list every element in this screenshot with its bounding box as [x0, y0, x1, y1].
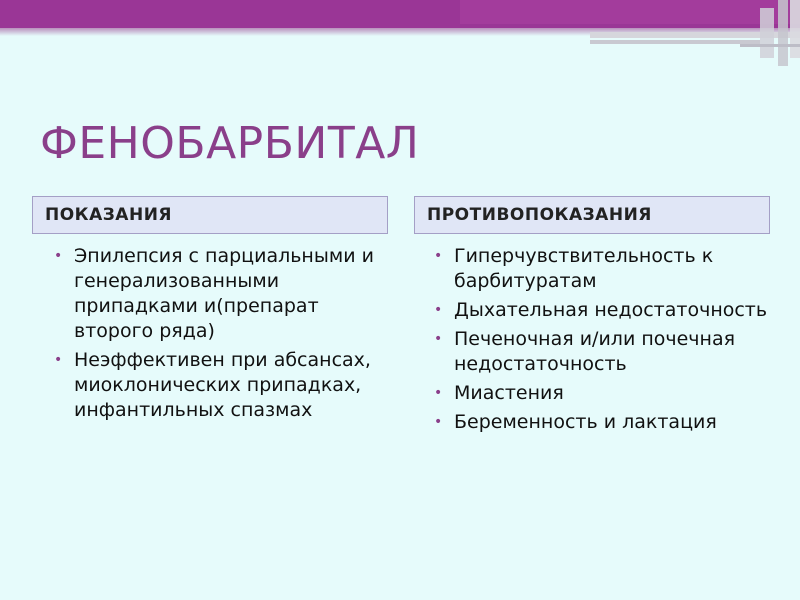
bullet-icon: •	[434, 414, 443, 430]
bullet-icon: •	[54, 352, 63, 368]
bullet-icon: •	[434, 385, 443, 401]
list-item: • Неэффективен при абсансах, миоклонических припадках, инфантильных спазмах	[54, 349, 371, 421]
list-item: • Беременность и лактация	[434, 411, 717, 433]
bullet-icon: •	[434, 331, 443, 347]
bullet-icon: •	[434, 302, 443, 318]
indications-list	[52, 244, 382, 427]
list-item: • Гиперчувствительность к барбитуратам	[434, 245, 714, 292]
slide-title: ФЕНОБАРБИТАЛ	[40, 118, 420, 169]
list-item: • Печеночная и/или почечная недостаточность	[434, 328, 736, 375]
corner-decoration	[460, 0, 800, 70]
contraindications-list	[432, 244, 772, 439]
contraindications-header: ПРОТИВОПОКАЗАНИЯ	[414, 196, 770, 234]
bullet-icon: •	[54, 248, 63, 264]
indications-header: ПОКАЗАНИЯ	[32, 196, 388, 234]
bullet-icon: •	[434, 248, 443, 264]
list-item: • Эпилепсия с парциальными и генерализованными припадками и(препарат второго ряда)	[54, 245, 374, 342]
list-item: • Дыхательная недостаточность	[434, 299, 768, 321]
list-item: • Миастения	[434, 382, 564, 404]
